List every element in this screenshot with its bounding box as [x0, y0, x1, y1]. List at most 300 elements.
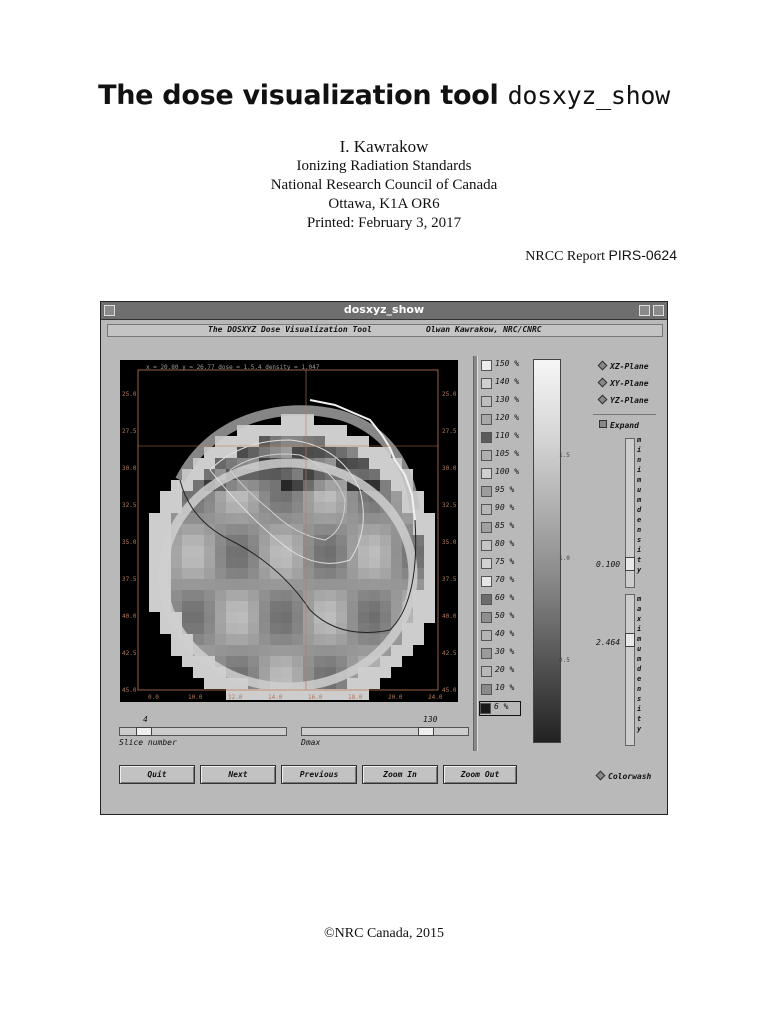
density-pixel	[303, 524, 314, 535]
density-pixel	[380, 535, 391, 546]
density-pixel	[204, 557, 215, 568]
max-density-slider[interactable]	[625, 594, 635, 746]
density-pixel	[391, 491, 402, 502]
density-pixel	[204, 568, 215, 579]
dmax-slider[interactable]	[301, 727, 469, 736]
density-pixel	[292, 546, 303, 557]
density-pixel	[226, 436, 237, 447]
x-tick-label: 10.0	[188, 694, 203, 701]
density-pixel	[281, 623, 292, 634]
density-pixel	[336, 634, 347, 645]
density-pixel	[347, 645, 358, 656]
copyright-notice: ©NRC Canada, 2015	[324, 926, 444, 941]
density-pixel	[369, 557, 380, 568]
density-pixel	[424, 524, 435, 535]
density-pixel	[215, 579, 226, 590]
density-pixel	[215, 645, 226, 656]
density-pixel	[171, 579, 182, 590]
legend-label: 90 %	[495, 503, 515, 512]
density-pixel	[292, 656, 303, 667]
density-pixel	[347, 590, 358, 601]
minimize-icon[interactable]	[639, 305, 650, 316]
density-pixel	[226, 458, 237, 469]
x-tick-label: 24.0	[428, 694, 443, 701]
app-window-screenshot	[100, 301, 668, 815]
legend-item[interactable]	[479, 701, 521, 716]
density-pixel	[369, 447, 380, 458]
density-pixel	[281, 491, 292, 502]
min-density-slider[interactable]	[625, 438, 635, 588]
density-pixel	[270, 601, 281, 612]
print-date: Printed: February 3, 2017	[306, 215, 462, 231]
density-pixel	[182, 656, 193, 667]
density-pixel	[391, 546, 402, 557]
density-pixel	[380, 568, 391, 579]
radio-label: YZ-Plane	[610, 396, 649, 405]
density-pixel	[259, 590, 270, 601]
density-pixel	[171, 557, 182, 568]
density-pixel	[149, 513, 160, 524]
density-pixel	[149, 568, 160, 579]
density-pixel	[226, 623, 237, 634]
report-number	[525, 247, 677, 265]
density-pixel	[281, 524, 292, 535]
legend-label: 70 %	[495, 575, 515, 584]
x-tick-label: 16.0	[308, 694, 323, 701]
density-pixel	[292, 469, 303, 480]
density-pixel	[259, 656, 270, 667]
radio-icon	[598, 361, 608, 371]
density-pixel	[347, 568, 358, 579]
density-pixel	[369, 579, 380, 590]
expand-checkbox[interactable]	[599, 420, 639, 430]
density-pixel	[182, 524, 193, 535]
density-pixel	[237, 590, 248, 601]
density-pixel	[369, 568, 380, 579]
density-pixel	[347, 601, 358, 612]
density-pixel	[369, 634, 380, 645]
density-pixel	[215, 513, 226, 524]
density-pixel	[402, 634, 413, 645]
density-pixel	[380, 480, 391, 491]
density-pixel	[413, 535, 424, 546]
density-pixel	[358, 579, 369, 590]
x-tick-label: 20.0	[388, 694, 403, 701]
legend-swatch	[481, 486, 492, 497]
affiliation-line: Ionizing Radiation Standards	[296, 158, 472, 174]
density-pixel	[237, 656, 248, 667]
density-pixel	[248, 524, 259, 535]
density-pixel	[303, 414, 314, 425]
density-pixel	[369, 546, 380, 557]
density-pixel	[424, 557, 435, 568]
density-pixel	[314, 568, 325, 579]
y-tick-label: 30.0	[442, 465, 457, 472]
density-pixel	[336, 535, 347, 546]
title-code: dosxyz_show	[507, 81, 670, 110]
density-pixel	[424, 535, 435, 546]
title-main: The dose visualization tool	[98, 80, 499, 111]
density-pixel	[215, 568, 226, 579]
density-pixel	[270, 546, 281, 557]
density-pixel	[204, 634, 215, 645]
y-tick-label: 35.0	[122, 539, 137, 546]
density-pixel	[171, 491, 182, 502]
density-pixel	[248, 634, 259, 645]
radio-xz-plane[interactable]	[599, 362, 649, 371]
density-pixel	[303, 557, 314, 568]
legend-swatch	[481, 612, 492, 623]
legend-swatch	[481, 648, 492, 659]
colorwash-toggle[interactable]	[597, 772, 651, 781]
legend-swatch	[481, 558, 492, 569]
previous-button[interactable]: Previous	[281, 765, 357, 784]
density-pixel	[358, 590, 369, 601]
density-pixel	[391, 480, 402, 491]
density-pixel	[204, 601, 215, 612]
y-tick-label: 40.0	[122, 613, 137, 620]
dose-plot[interactable]	[120, 360, 458, 702]
density-pixel	[292, 601, 303, 612]
density-pixel	[215, 502, 226, 513]
density-pixel	[237, 634, 248, 645]
density-pixel	[303, 436, 314, 447]
legend-label: 6 %	[494, 702, 509, 711]
legend-swatch	[481, 396, 492, 407]
density-pixel	[259, 623, 270, 634]
zoom-out-button[interactable]: Zoom Out	[443, 765, 517, 784]
density-pixel	[369, 535, 380, 546]
density-pixel	[248, 667, 259, 678]
density-pixel	[193, 535, 204, 546]
slider-knob[interactable]	[418, 727, 434, 736]
density-pixel	[314, 667, 325, 678]
density-pixel	[391, 656, 402, 667]
legend-label: 105 %	[495, 449, 520, 458]
legend-label: 50 %	[495, 611, 515, 620]
slider-knob[interactable]	[625, 633, 635, 647]
density-pixel	[347, 524, 358, 535]
density-pixel	[193, 513, 204, 524]
density-pixel	[259, 667, 270, 678]
density-pixel	[303, 634, 314, 645]
maximize-icon[interactable]	[653, 305, 664, 316]
density-pixel	[325, 612, 336, 623]
density-pixel	[237, 546, 248, 557]
density-pixel	[204, 623, 215, 634]
density-pixel	[215, 557, 226, 568]
density-pixel	[303, 513, 314, 524]
density-pixel	[270, 469, 281, 480]
legend-swatch	[481, 576, 492, 587]
density-pixel	[270, 579, 281, 590]
density-pixel	[347, 557, 358, 568]
density-pixel	[270, 535, 281, 546]
report-id: PIRS-0624	[608, 247, 677, 263]
density-pixel	[149, 546, 160, 557]
author-block	[0, 136, 768, 233]
legend-swatch	[481, 522, 492, 533]
density-pixel	[292, 425, 303, 436]
x-tick-label: 14.0	[268, 694, 283, 701]
density-pixel	[171, 590, 182, 601]
density-pixel	[248, 447, 259, 458]
report-prefix: NRCC Report	[525, 249, 606, 264]
density-pixel	[292, 634, 303, 645]
legend-swatch	[481, 468, 492, 479]
density-pixel	[248, 623, 259, 634]
density-pixel	[380, 469, 391, 480]
density-colorbar	[533, 359, 561, 743]
density-pixel	[248, 689, 259, 700]
density-pixel	[193, 557, 204, 568]
density-pixel	[292, 491, 303, 502]
density-pixel	[413, 623, 424, 634]
density-pixel	[259, 612, 270, 623]
density-pixel	[182, 601, 193, 612]
slice-label: Slice number	[119, 738, 177, 747]
density-pixel	[270, 623, 281, 634]
density-pixel	[215, 634, 226, 645]
density-pixel	[215, 678, 226, 689]
density-pixel	[347, 612, 358, 623]
min-density-value: 0.100	[596, 560, 621, 569]
document-title	[0, 80, 768, 111]
y-tick-label: 27.5	[122, 428, 137, 435]
x-tick-label: 12.0	[228, 694, 243, 701]
density-pixel	[314, 546, 325, 557]
density-pixel	[204, 513, 215, 524]
density-pixel	[380, 546, 391, 557]
legend-swatch	[481, 360, 492, 371]
density-pixel	[358, 458, 369, 469]
density-pixel	[259, 425, 270, 436]
colorbar-tick: 1.5	[559, 452, 570, 459]
dmax-label: Dmax	[301, 738, 321, 747]
density-pixel	[215, 546, 226, 557]
density-pixel	[182, 535, 193, 546]
y-tick-label: 45.0	[122, 687, 137, 694]
density-pixel	[215, 623, 226, 634]
density-pixel	[303, 480, 314, 491]
density-pixel	[369, 667, 380, 678]
max-density-label: maximum density	[637, 595, 642, 733]
density-pixel	[193, 568, 204, 579]
y-tick-label: 25.0	[122, 391, 137, 398]
density-pixel	[325, 590, 336, 601]
density-pixel	[215, 601, 226, 612]
density-pixel	[424, 579, 435, 590]
density-pixel	[171, 546, 182, 557]
density-pixel	[391, 601, 402, 612]
legend-swatch	[481, 414, 492, 425]
density-pixel	[303, 425, 314, 436]
density-pixel	[226, 557, 237, 568]
slice-slider[interactable]	[119, 727, 287, 736]
density-pixel	[325, 491, 336, 502]
plot-readout: x = 20.80 y = 26.77 dose = 1.5.4 density = 1.047	[146, 364, 320, 371]
density-pixel	[215, 612, 226, 623]
radio-icon	[598, 395, 608, 405]
density-pixel	[380, 656, 391, 667]
density-pixel	[314, 656, 325, 667]
density-pixel	[193, 623, 204, 634]
density-pixel	[369, 524, 380, 535]
density-pixel	[248, 601, 259, 612]
y-tick-label: 25.0	[442, 391, 457, 398]
density-pixel	[248, 425, 259, 436]
radio-divider	[593, 414, 656, 415]
density-pixel	[259, 601, 270, 612]
density-pixel	[347, 447, 358, 458]
density-pixel	[204, 612, 215, 623]
density-pixel	[303, 447, 314, 458]
density-pixel	[226, 634, 237, 645]
density-pixel	[281, 513, 292, 524]
density-pixel	[149, 601, 160, 612]
density-pixel	[281, 612, 292, 623]
density-pixel	[281, 502, 292, 513]
legend-label: 30 %	[495, 647, 515, 656]
density-pixel	[380, 557, 391, 568]
density-pixel	[391, 568, 402, 579]
density-pixel	[281, 645, 292, 656]
density-pixel	[314, 447, 325, 458]
density-pixel	[215, 491, 226, 502]
density-pixel	[380, 667, 391, 678]
density-pixel	[226, 645, 237, 656]
legend-swatch	[481, 594, 492, 605]
density-pixel	[226, 612, 237, 623]
density-pixel	[237, 612, 248, 623]
panel-divider	[473, 356, 478, 751]
density-pixel	[237, 524, 248, 535]
density-pixel	[237, 579, 248, 590]
colorbar-tick: 1.0	[559, 555, 570, 562]
density-pixel	[204, 546, 215, 557]
density-pixel	[226, 590, 237, 601]
density-pixel	[358, 634, 369, 645]
density-pixel	[325, 502, 336, 513]
legend-label: 130 %	[495, 395, 520, 404]
next-button[interactable]: Next	[200, 765, 276, 784]
density-pixel	[369, 678, 380, 689]
radio-label: XZ-Plane	[610, 362, 649, 371]
density-pixel	[248, 502, 259, 513]
density-pixel	[281, 425, 292, 436]
density-pixel	[380, 601, 391, 612]
density-pixel	[292, 447, 303, 458]
density-pixel	[149, 590, 160, 601]
density-pixel	[358, 612, 369, 623]
legend-label: 10 %	[495, 683, 515, 692]
zoom-in-button[interactable]: Zoom In	[362, 765, 438, 784]
density-pixel	[369, 612, 380, 623]
dose-plot-svg[interactable]	[120, 360, 458, 702]
density-pixel	[270, 447, 281, 458]
density-pixel	[314, 480, 325, 491]
min-density-label: minimum density	[637, 436, 642, 574]
y-tick-label: 42.5	[122, 650, 137, 657]
density-pixel	[193, 579, 204, 590]
density-pixel	[380, 612, 391, 623]
quit-button[interactable]: Quit	[119, 765, 195, 784]
density-pixel	[336, 645, 347, 656]
radio-xy-plane[interactable]	[599, 379, 649, 388]
density-pixel	[248, 656, 259, 667]
legend-swatch	[481, 630, 492, 641]
density-pixel	[248, 645, 259, 656]
x-tick-label: 18.0	[348, 694, 363, 701]
density-pixel	[424, 590, 435, 601]
density-pixel	[193, 601, 204, 612]
legend-swatch	[481, 540, 492, 551]
slice-value: 4	[143, 715, 148, 724]
legend-label: 150 %	[495, 359, 520, 368]
density-pixel	[347, 634, 358, 645]
slider-knob[interactable]	[625, 557, 635, 571]
slider-knob[interactable]	[136, 727, 152, 736]
density-pixel	[402, 645, 413, 656]
density-pixel	[380, 524, 391, 535]
density-pixel	[149, 535, 160, 546]
density-pixel	[424, 612, 435, 623]
density-pixel	[281, 480, 292, 491]
density-pixel	[303, 645, 314, 656]
density-pixel	[314, 502, 325, 513]
density-pixel	[336, 579, 347, 590]
density-pixel	[336, 623, 347, 634]
density-pixel	[292, 513, 303, 524]
density-pixel	[226, 601, 237, 612]
density-pixel	[237, 557, 248, 568]
density-pixel	[424, 546, 435, 557]
density-pixel	[292, 612, 303, 623]
density-pixel	[270, 612, 281, 623]
density-pixel	[248, 590, 259, 601]
density-pixel	[314, 524, 325, 535]
density-pixel	[215, 447, 226, 458]
y-tick-label: 27.5	[442, 428, 457, 435]
density-pixel	[314, 535, 325, 546]
density-pixel	[391, 557, 402, 568]
density-pixel	[270, 491, 281, 502]
density-pixel	[259, 502, 270, 513]
banner-author: Olwan Kawrakow, NRC/CNRC	[426, 325, 542, 334]
density-pixel	[160, 491, 171, 502]
radio-yz-plane[interactable]	[599, 396, 649, 405]
colorbar-tick: 0.5	[559, 657, 570, 664]
density-pixel	[292, 502, 303, 513]
density-pixel	[259, 546, 270, 557]
density-pixel	[193, 546, 204, 557]
legend-swatch	[481, 450, 492, 461]
density-pixel	[281, 436, 292, 447]
density-pixel	[259, 634, 270, 645]
density-pixel	[303, 656, 314, 667]
density-pixel	[292, 557, 303, 568]
density-pixel	[237, 513, 248, 524]
checkbox-icon	[599, 420, 607, 428]
density-pixel	[292, 568, 303, 579]
density-pixel	[314, 645, 325, 656]
density-pixel	[149, 524, 160, 535]
y-tick-label: 37.5	[122, 576, 137, 583]
density-pixel	[325, 546, 336, 557]
density-pixel	[424, 601, 435, 612]
legend-label: 85 %	[495, 521, 515, 530]
density-pixel	[325, 425, 336, 436]
